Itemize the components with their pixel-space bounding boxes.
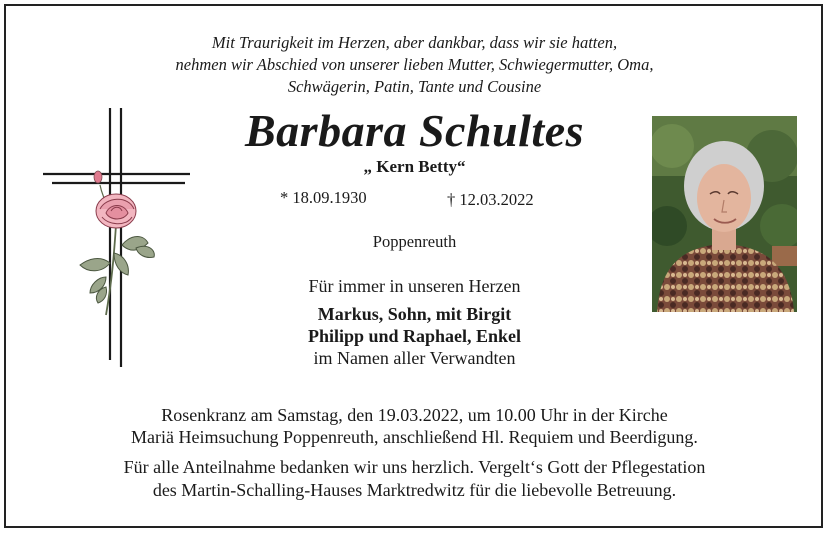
mourner-line-1: Markus, Sohn, mit Birgit [317,304,512,324]
service-line-1: Rosenkranz am Samstag, den 19.03.2022, um 10.00 Uhr in der Kirche [161,405,668,425]
intro-line-1: Mit Traurigkeit im Herzen, aber dankbar, dass wir sie hatten, [211,33,618,52]
cross-with-rose-icon [40,105,200,375]
hometown: Poppenreuth [372,232,457,251]
death-date: † 12.03.2022 [447,190,534,209]
intro-line-2: nehmen wir Abschied von unserer lieben Mutter, Schwiegermutter, Oma, [175,55,654,74]
birth-date: * 18.09.1930 [280,188,367,207]
intro-text [0,32,829,98]
service-line-2: Mariä Heimsuchung Poppenreuth, anschließend Hl. Requiem und Beerdigung. [131,427,698,447]
intro-line-3: Schwägerin, Patin, Tante und Cousine [287,77,542,96]
mourner-line-2: Philipp und Raphael, Enkel [307,326,522,346]
portrait-photo [652,116,797,312]
thanks-line-2: des Martin-Schalling-Hauses Marktredwitz für die liebevolle Betreuung. [152,480,677,500]
thanks-text [0,456,829,502]
service-info [0,404,829,448]
thanks-line-1: Für alle Anteilnahme bedanken wir uns herzlich. Vergelt‘s Gott der Pflegestation [123,457,706,477]
motto: Für immer in unseren Herzen [308,276,521,296]
nickname: „ Kern Betty“ [363,157,466,176]
deceased-name: Barbara Schultes [244,105,585,156]
mourner-line-3: im Namen aller Verwandten [313,348,516,368]
